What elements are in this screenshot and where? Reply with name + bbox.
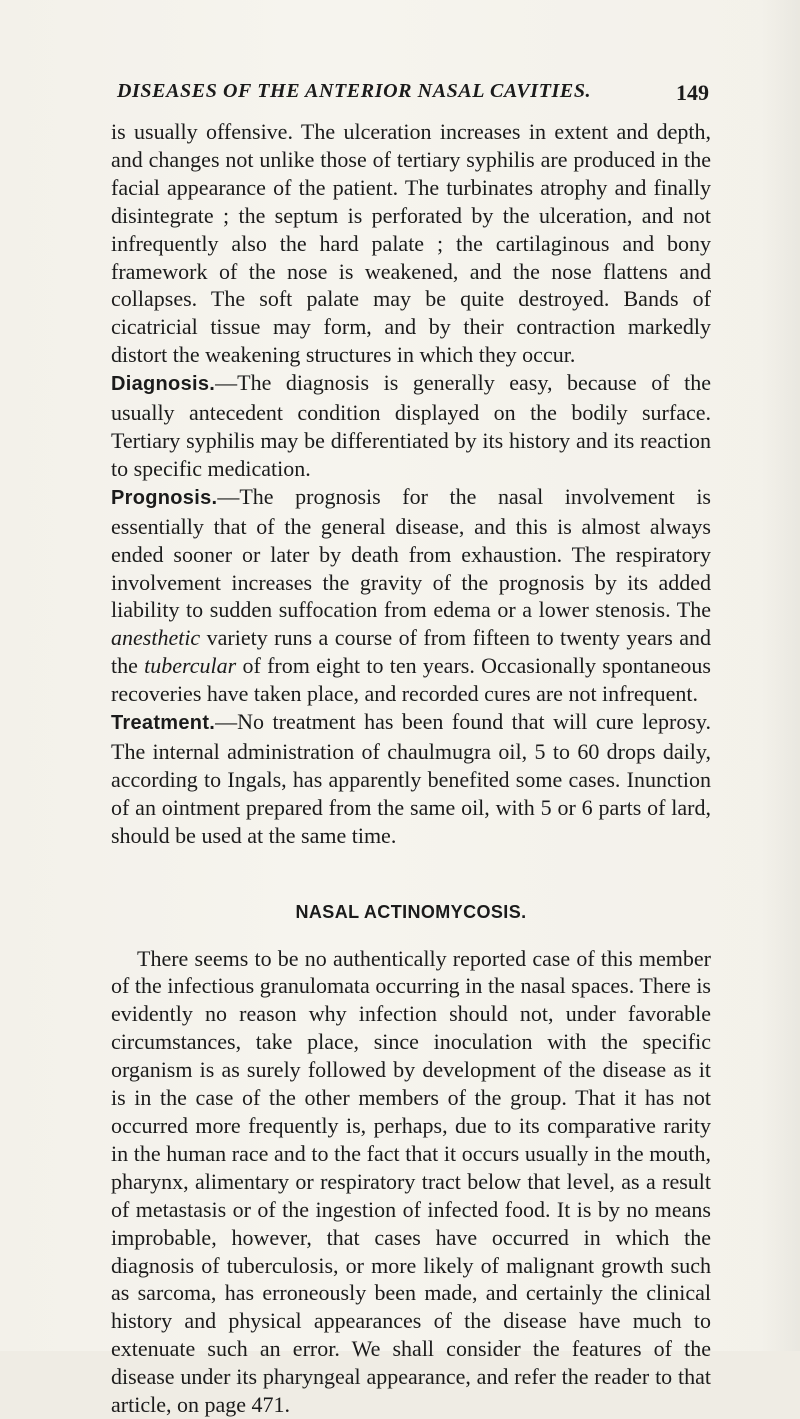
running-head-title: DISEASES OF THE ANTERIOR NASAL CAVITIES. [117, 80, 592, 102]
prognosis-text-3: of from eight to ten years. Occasionally spontaneous recoveries have taken place, and recorded cures are not infrequent. [111, 653, 711, 707]
treatment-paragraph [111, 708, 711, 850]
running-head [117, 80, 709, 110]
prognosis-heading: Prognosis. [111, 486, 218, 509]
diagnosis-text: —The diagnosis is generally easy, because of the usually antecedent condition displayed on the bodily surface. Tertiary syphilis may be differentiated by its history and its reaction to specific medication. [111, 370, 711, 481]
prognosis-text-1: —The prognosis for the nasal involvement is essentially that of the general disease, and this is almost always ended sooner or later by death from exhaustion. The respiratory involvement increases the gravity of the prognosis by its added liability to sudden suffocation from edema or a lower stenosis. The [111, 483, 711, 623]
treatment-heading: Treatment. [111, 712, 216, 735]
page-body [111, 118, 711, 1419]
actinomycosis-paragraph: There seems to be no authentically reported case of this member of the infectious granulomata occurring in the nasal spaces. There is evidently no reason why infection should not, under favorable circumstances, take place, since inoculation with the specific organism is as surely followed by development of the disease as it is in the case of the other members of the group. That it has not occurred more frequently is, perhaps, due to its comparative rarity in the human race and to the fact that it occurs usually in the mouth, pharynx, alimentary or respiratory tract below that level, as a result of metastasis or of the ingestion of infected food. It is by no means improbable, however, that cases have occurred in which the diagnosis of tuberculosis, or more likely of malignant growth such as sarcoma, has erroneously been made, and certainly the clinical history and physical appearances of the disease have much to extenuate such an error. We shall consider the features of the disease under its pharyngeal appearance, and refer the reader to that article, on page 471. [111, 945, 711, 1418]
section-heading: NASAL ACTINOMYCOSIS. [295, 901, 527, 922]
page-edge-shadow [760, 0, 800, 1351]
prognosis-italic-tubercular: tubercular [144, 653, 237, 679]
prognosis-paragraph [111, 483, 711, 708]
prognosis-italic-anesthetic: anesthetic [111, 625, 201, 651]
page-number: 149 [676, 80, 709, 105]
diagnosis-paragraph [111, 369, 711, 483]
prognosis-text-2: variety runs a course of from fifteen to twenty years and the [111, 625, 711, 679]
diagnosis-heading: Diagnosis. [111, 373, 216, 396]
continuation-paragraph: is usually offensive. The ulceration increases in extent and depth, and changes not unlike those of tertiary syphilis are produced in the facial appearance of the patient. The turbinates atrophy and finally disintegrate ; the septum is perforated by the ulceration, and not infrequently also the hard palate ; the cartilaginous and bony framework of the nose is weakened, and the nose flattens and collapses. The soft palate may be quite destroyed. Bands of cicatricial tissue may form, and by their contraction markedly distort the weakening structures in which they occur. [111, 119, 711, 368]
treatment-text: —No treatment has been found that will cure leprosy. The internal administration of chaulmugra oil, 5 to 60 drops daily, according to Ingals, has apparently benefited some cases. Inunction of an ointment prepared from the same oil, with 5 or 6 parts of lard, should be used at the same time. [111, 709, 711, 848]
